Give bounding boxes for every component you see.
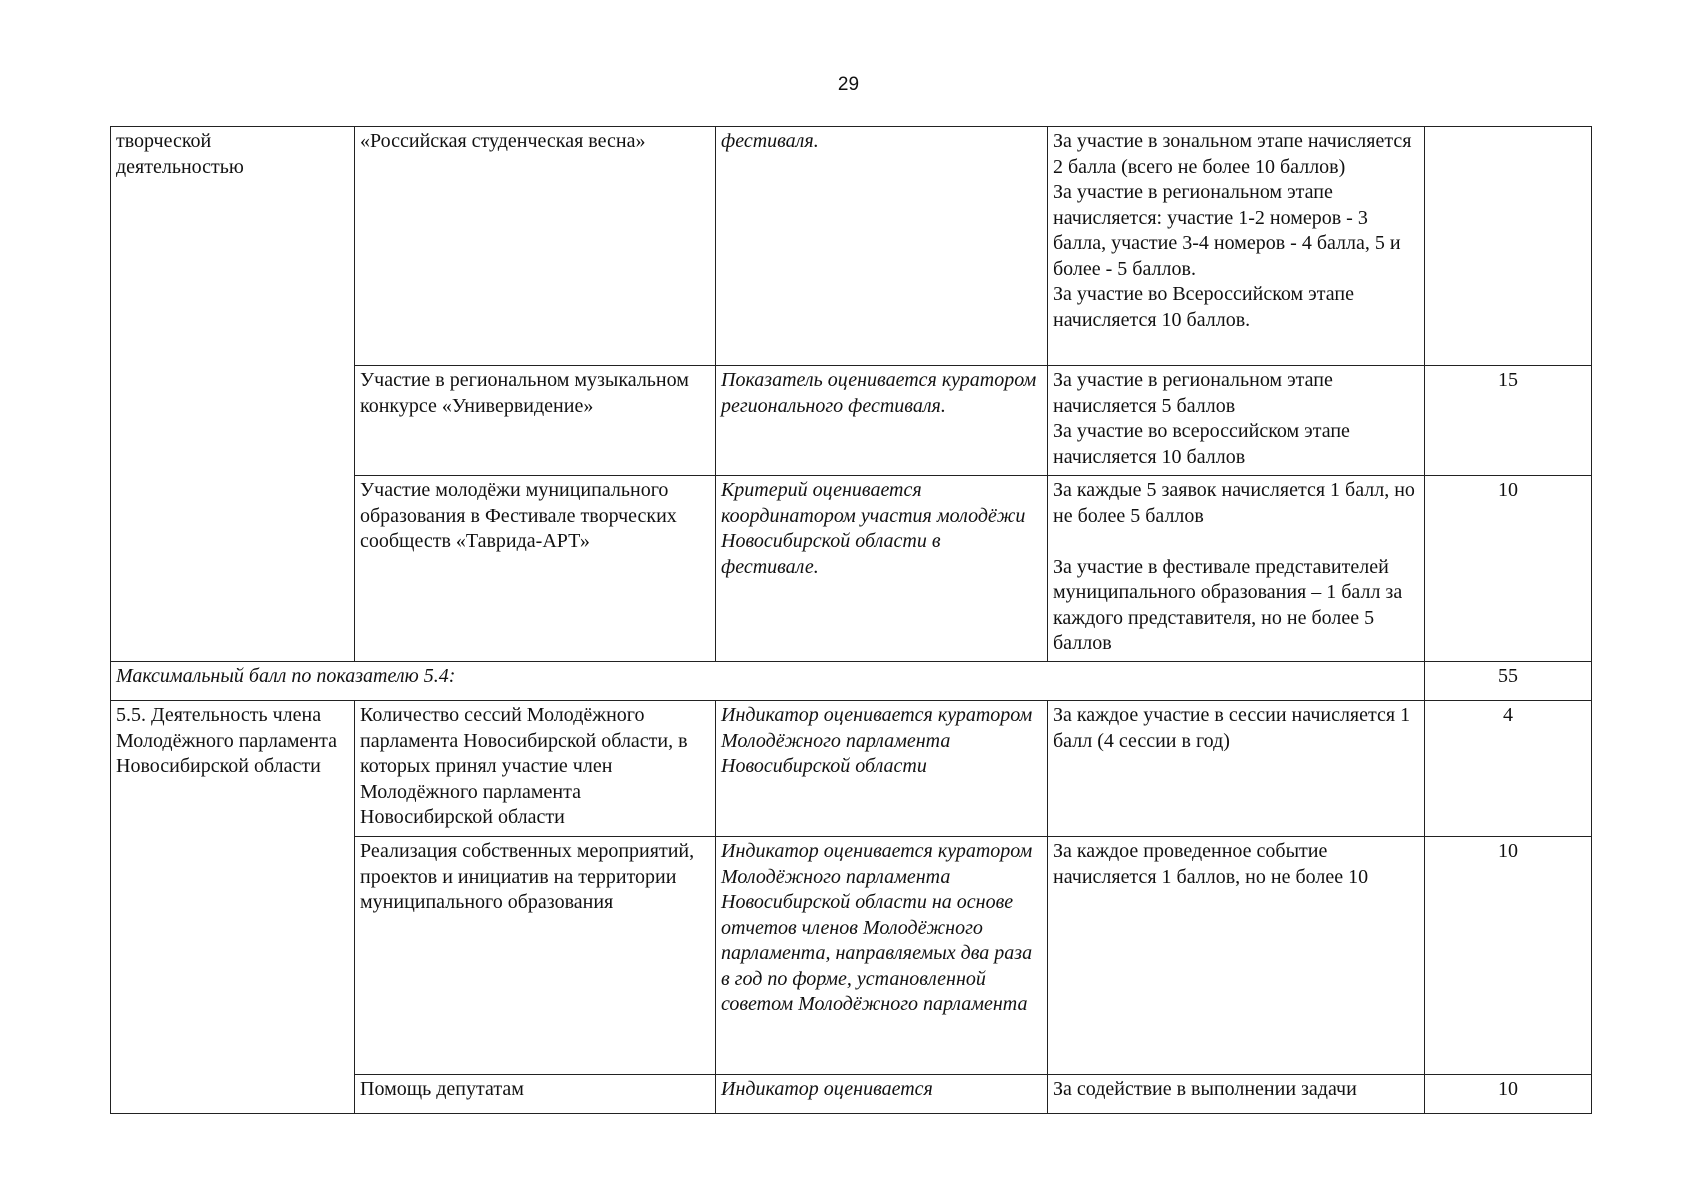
method-cell: Индикатор оценивается куратором Молодёжного парламента Новосибирской области на основе отчетов членов Молодёжного парламента, направляемых два раза в год по форме, установленной советом Молодёжного парламента (716, 837, 1048, 1075)
method-cell: Индикатор оценивается (716, 1075, 1048, 1114)
scoring-cell: За каждое проведенное событие начисляется 1 баллов, но не более 10 (1048, 837, 1425, 1075)
criterion-cell: Реализация собственных мероприятий, проектов и инициатив на территории муниципального образования (355, 837, 716, 1075)
method-cell: Индикатор оценивается куратором Молодёжного парламента Новосибирской области (716, 701, 1048, 837)
indicator-cell: 5.5. Деятельность члена Молодёжного парламента Новосибирской области (111, 701, 355, 1114)
max-score-cell (1425, 127, 1592, 366)
max-score-cell: 10 (1425, 476, 1592, 662)
max-score-cell: 4 (1425, 701, 1592, 837)
scoring-cell: За участие в зональном этапе начисляется 2 балла (всего не более 10 баллов) За участие в региональном этапе начисляется: участие 1-2 номеров - 3 балла, участие 3-4 номеров - 4 балла, 5 и более - 5 баллов. За участие во Всероссийском этапе начисляется 10 баллов. (1048, 127, 1425, 366)
criterion-cell: Помощь депутатам (355, 1075, 716, 1114)
max-score-cell: 15 (1425, 366, 1592, 476)
criterion-cell: Количество сессий Молодёжного парламента Новосибирской области, в которых принял участие член Молодёжного парламента Новосибирской области (355, 701, 716, 837)
indicator-cell: творческой деятельностью (111, 127, 355, 662)
max-score-cell: 10 (1425, 837, 1592, 1075)
summary-value: 55 (1425, 662, 1592, 701)
page-number: 29 (837, 74, 860, 95)
criterion-cell: Участие молодёжи муниципального образования в Фестивале творческих сообществ «Таврида-АРТ» (355, 476, 716, 662)
max-score-cell: 10 (1425, 1075, 1592, 1114)
criteria-table (110, 126, 1592, 1114)
scoring-cell: За содействие в выполнении задачи (1048, 1075, 1425, 1114)
method-cell: фестиваля. (716, 127, 1048, 366)
summary-label: Максимальный балл по показателю 5.4: (111, 662, 1425, 701)
summary-row (111, 662, 1592, 701)
table-row (111, 127, 1592, 366)
criterion-cell: Участие в региональном музыкальном конкурсе «Универвидение» (355, 366, 716, 476)
method-cell: Критерий оценивается координатором участия молодёжи Новосибирской области в фестивале. (716, 476, 1048, 662)
criterion-cell: «Российская студенческая весна» (355, 127, 716, 366)
table-row (111, 701, 1592, 837)
scoring-cell: За каждые 5 заявок начисляется 1 балл, но не более 5 баллов За участие в фестивале представителей муниципального образования – 1 балл за каждого представителя, но не более 5 баллов (1048, 476, 1425, 662)
method-cell: Показатель оценивается куратором регионального фестиваля. (716, 366, 1048, 476)
scoring-cell: За участие в региональном этапе начисляется 5 баллов За участие во всероссийском этапе начисляется 10 баллов (1048, 366, 1425, 476)
scoring-cell: За каждое участие в сессии начисляется 1 балл (4 сессии в год) (1048, 701, 1425, 837)
